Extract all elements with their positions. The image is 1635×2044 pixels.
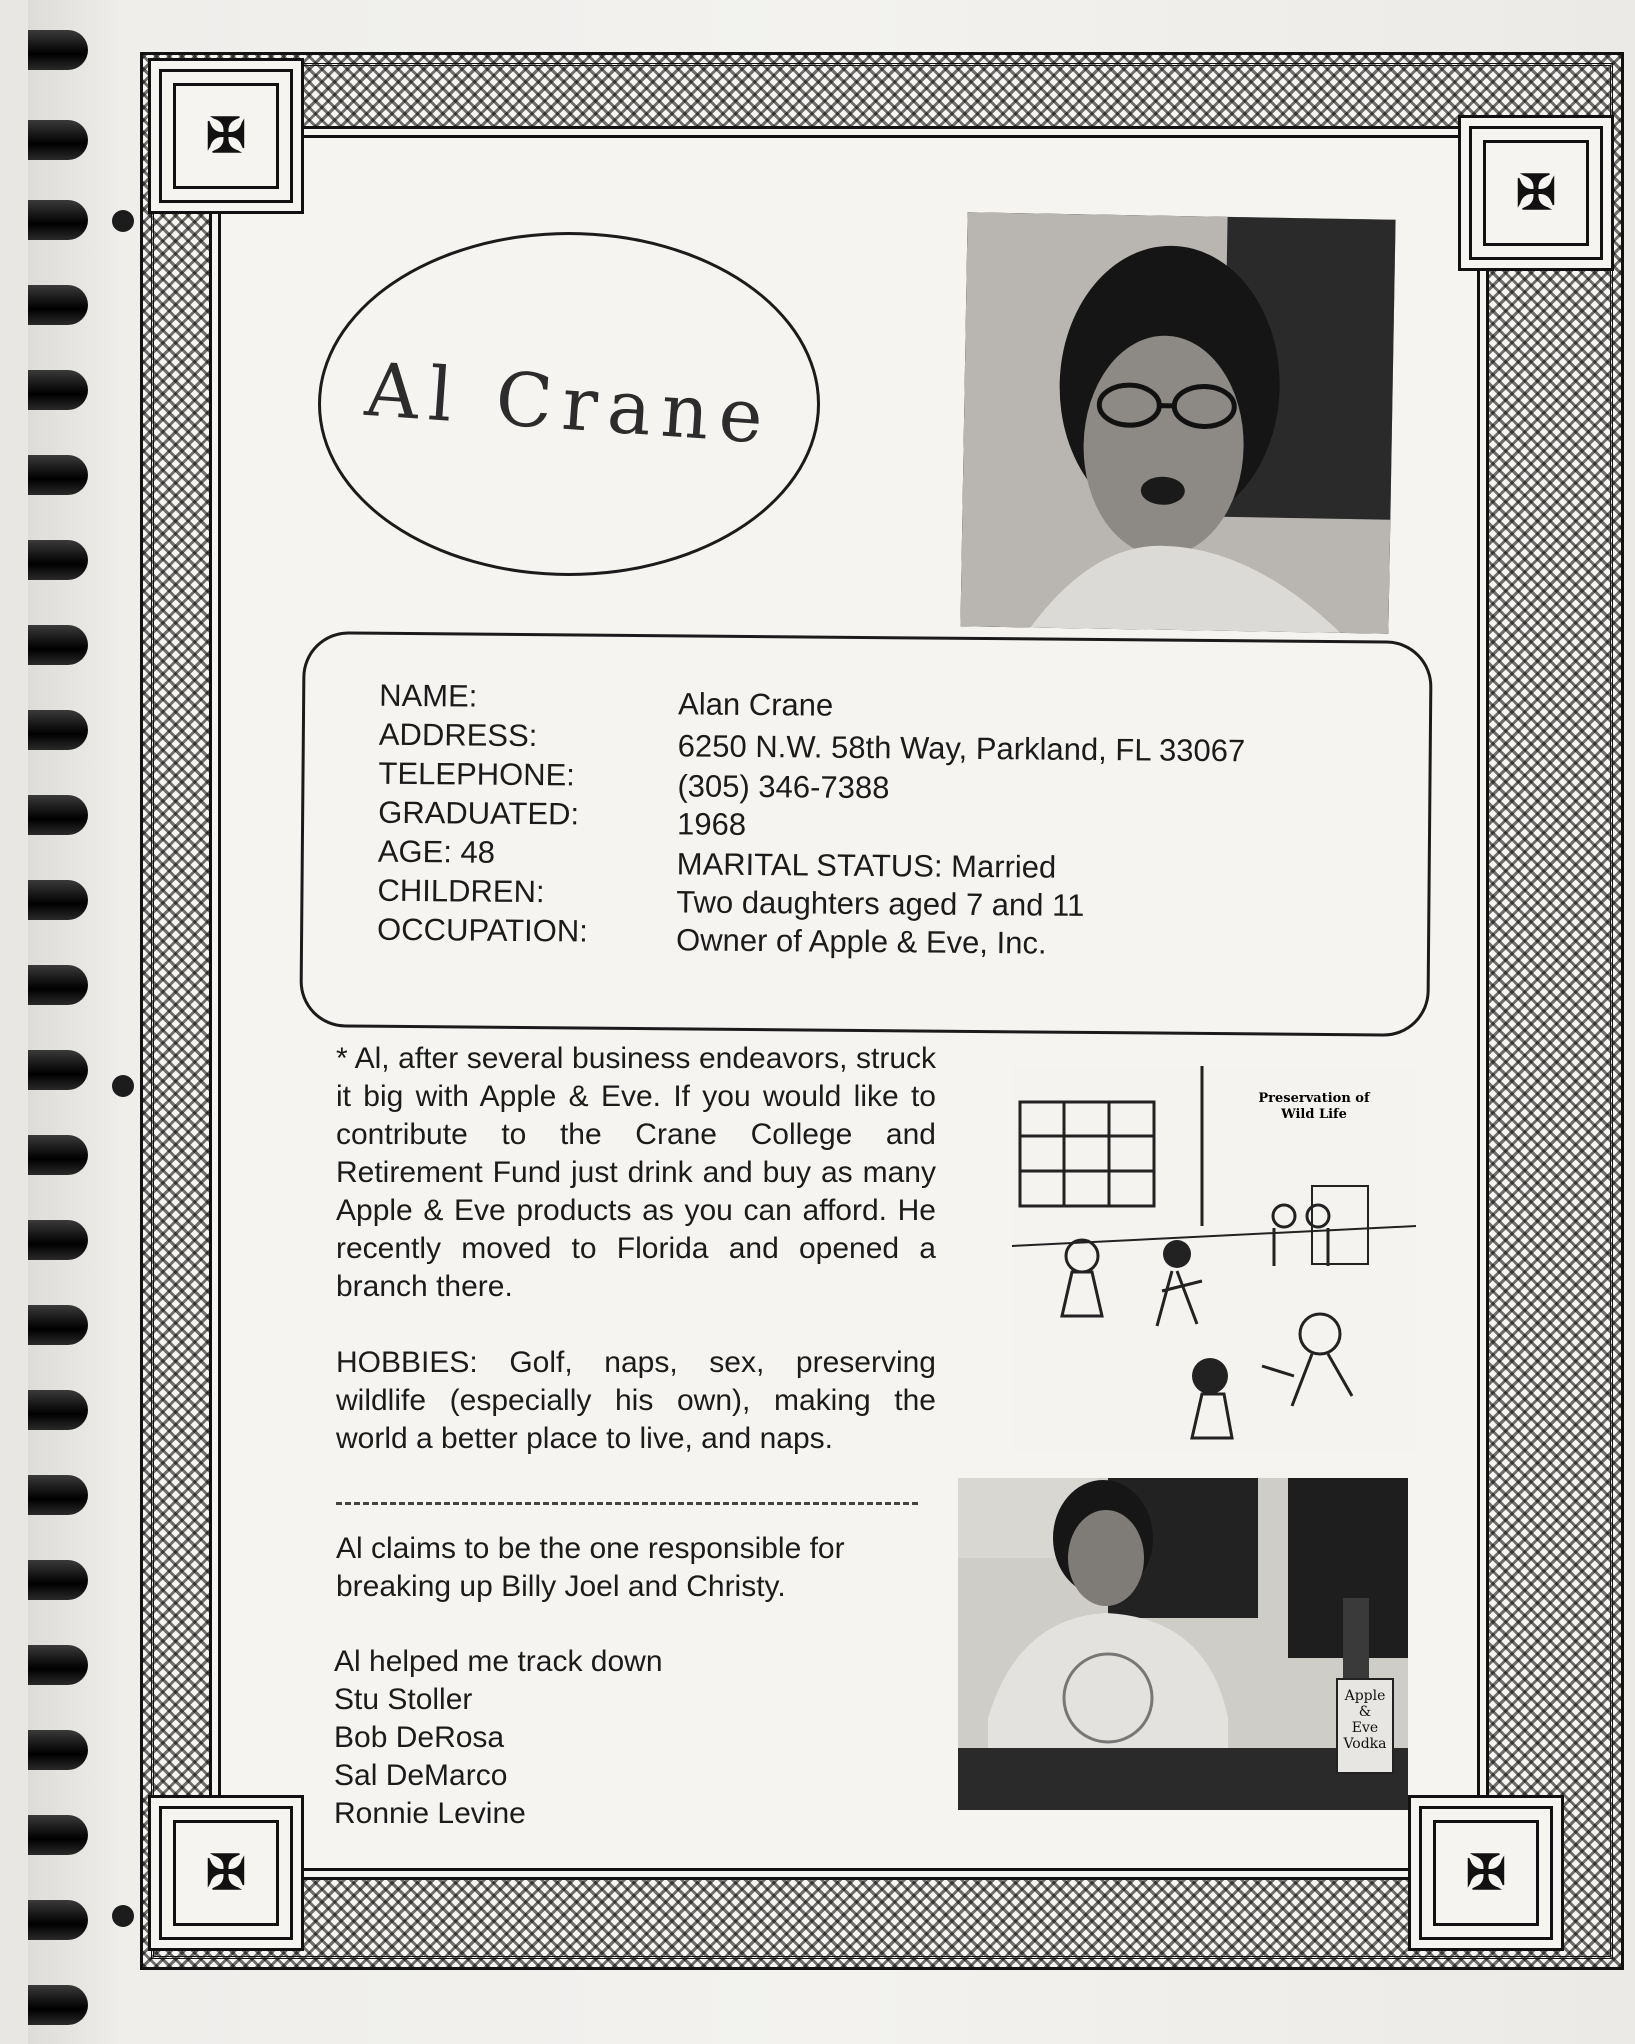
list-item: Stu Stoller — [334, 1683, 473, 1716]
value-telephone: (305) 346-7388 — [677, 768, 890, 806]
label-name: NAME: — [379, 677, 478, 714]
tracked-intro: Al helped me track down — [334, 1645, 663, 1678]
value-name: Alan Crane — [677, 686, 834, 723]
label-graduated: GRADUATED: — [378, 794, 580, 832]
corner-ornament-bottom-left: ✠ — [148, 1795, 304, 1951]
portrait-photo — [960, 212, 1395, 633]
list-item: Sal DeMarco — [334, 1759, 508, 1792]
value-marital-status: MARITAL STATUS: Married — [676, 846, 1057, 885]
label-age: AGE: 48 — [377, 833, 496, 870]
list-item: Bob DeRosa — [334, 1721, 505, 1754]
list-item: Ronnie Levine — [334, 1797, 526, 1830]
cartoon-illustration — [1012, 1066, 1416, 1450]
label-telephone: TELEPHONE: — [378, 755, 576, 793]
bottle-label-line1: Apple — [1344, 1688, 1386, 1704]
value-occupation: Owner of Apple & Eve, Inc. — [675, 922, 1047, 961]
label-children: CHILDREN: — [377, 872, 545, 910]
tracked-list — [334, 1643, 663, 1833]
bio-paragraph: * Al, after several business endeavors, struck it big with Apple & Eve. If you would like to contribute to the Crane College and Retirement Fund just drink and buy as many Apple & Eve products as you can afford. He recently moved to Florida and opened a branch there. — [336, 1042, 936, 1303]
bottle-label-line4: Vodka — [1343, 1736, 1387, 1752]
bio-text — [336, 1040, 936, 1458]
hobbies-paragraph: HOBBIES: Golf, naps, sex, preserving wildlife (especially his own), making the world a better place to live, and naps. — [336, 1346, 936, 1455]
bottle-label-line2: & — [1358, 1704, 1372, 1720]
info-box — [299, 631, 1432, 1037]
name-oval — [318, 232, 820, 576]
cartoon-sign-line2: Wild Life — [1281, 1107, 1347, 1122]
portrait-illustration — [960, 212, 1395, 633]
page-title: Al Crane — [362, 346, 776, 462]
bottle-label — [1336, 1678, 1394, 1774]
corner-ornament-top-right: ✠ — [1458, 115, 1614, 271]
corner-ornament-bottom-right: ✠ — [1408, 1795, 1564, 1951]
value-children: Two daughters aged 7 and 11 — [676, 884, 1085, 923]
spiral-binding — [28, 0, 108, 2044]
bar-photo — [958, 1478, 1408, 1810]
value-graduated: 1968 — [676, 806, 747, 842]
corner-ornament-top-left: ✠ — [148, 58, 304, 214]
bottle-label-line3: Eve — [1351, 1720, 1379, 1736]
label-occupation: OCCUPATION: — [376, 911, 588, 949]
value-address: 6250 N.W. 58th Way, Parkland, FL 33067 — [677, 728, 1246, 769]
label-address: ADDRESS: — [378, 716, 538, 754]
dashed-divider — [336, 1502, 918, 1505]
claims-paragraph: Al claims to be the one responsible for breaking up Billy Joel and Christy. — [336, 1532, 845, 1603]
page — [28, 0, 1635, 2044]
cartoon-sign-line1: Preservation of — [1258, 1091, 1370, 1106]
